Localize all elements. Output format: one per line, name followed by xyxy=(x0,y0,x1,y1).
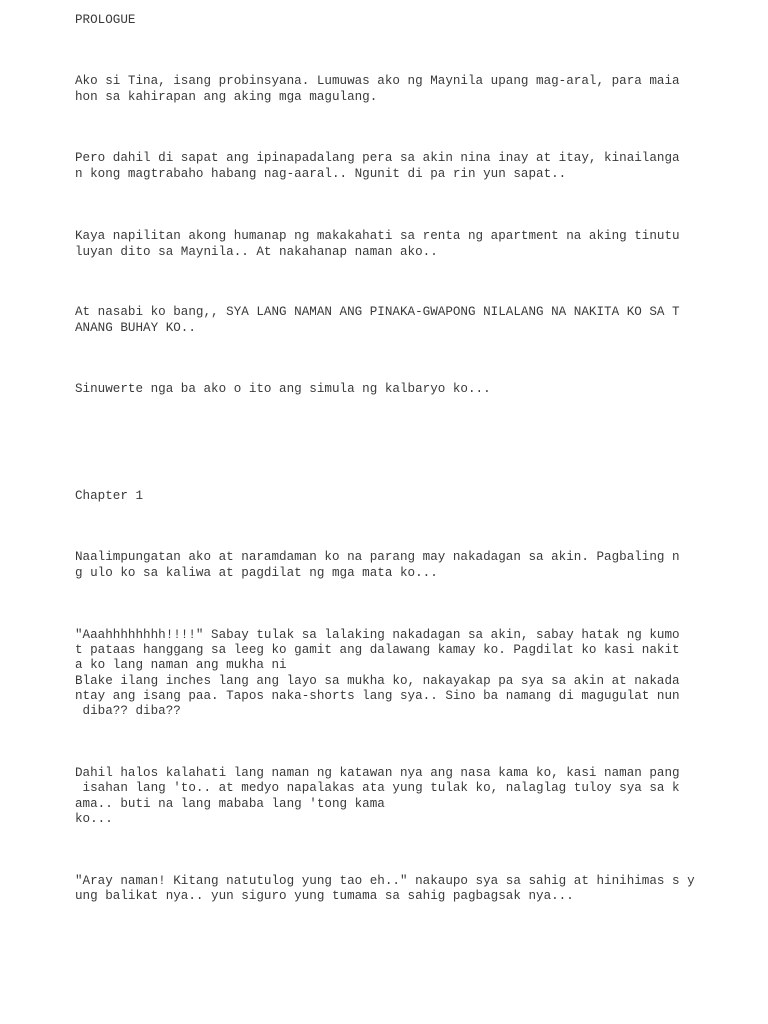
text-line: a ko lang naman ang mukha ni xyxy=(75,658,287,672)
text-line: diba?? diba?? xyxy=(75,704,181,718)
text-line: Sinuwerte nga ba ako o ito ang simula ng kalbaryo ko... xyxy=(75,382,491,396)
text-line: "Aray naman! Kitang natutulog yung tao eh.." nakaupo sya sa sahig at hinihimas s y xyxy=(75,874,695,888)
text-line: Naalimpungatan ako at naramdaman ko na parang may nakadagan sa akin. Pagbaling n xyxy=(75,550,680,564)
text-line: isahan lang 'to.. at medyo napalakas ata yung tulak ko, nalaglag tuloy sya sa k xyxy=(75,781,680,795)
text-line: n kong magtrabaho habang nag-aaral.. Ngunit di pa rin yun sapat.. xyxy=(75,167,567,181)
text-line: luyan dito sa Maynila.. At nakahanap naman ako.. xyxy=(75,245,438,259)
text-line: ko... xyxy=(75,812,113,826)
text-line: ung balikat nya.. yun siguro yung tumama sa sahig pagbagsak nya... xyxy=(75,889,574,903)
chapter-heading: Chapter 1 xyxy=(75,489,144,503)
text-line: t pataas hanggang sa leeg ko gamit ang dalawang kamay ko. Pagdilat ko kasi nakit xyxy=(75,643,680,657)
text-line: Ako si Tina, isang probinsyana. Lumuwas ako ng Maynila upang mag-aral, para maia xyxy=(75,74,680,88)
text-line: ntay ang isang paa. Tapos naka-shorts lang sya.. Sino ba namang di magugulat nun xyxy=(75,689,680,703)
text-line: Pero dahil di sapat ang ipinapadalang pera sa akin nina inay at itay, kinailanga xyxy=(75,151,680,165)
prologue-heading: PROLOGUE xyxy=(75,13,136,27)
text-line: Kaya napilitan akong humanap ng makakahati sa renta ng apartment na aking tinutu xyxy=(75,229,680,243)
text-line: "Aaahhhhhhhh!!!!" Sabay tulak sa lalaking nakadagan sa akin, sabay hatak ng kumo xyxy=(75,628,680,642)
text-line: At nasabi ko bang,, SYA LANG NAMAN ANG PINAKA-GWAPONG NILALANG NA NAKITA KO SA T xyxy=(75,305,680,319)
text-line: g ulo ko sa kaliwa at pagdilat ng mga mata ko... xyxy=(75,566,438,580)
text-line: Blake ilang inches lang ang layo sa mukha ko, nakayakap pa sya sa akin at nakada xyxy=(75,674,680,688)
text-line: hon sa kahirapan ang aking mga magulang. xyxy=(75,90,378,104)
text-line: ama.. buti na lang mababa lang 'tong kama xyxy=(75,797,385,811)
text-line: ANANG BUHAY KO.. xyxy=(75,321,196,335)
text-line: Dahil halos kalahati lang naman ng katawan nya ang nasa kama ko, kasi naman pang xyxy=(75,766,680,780)
